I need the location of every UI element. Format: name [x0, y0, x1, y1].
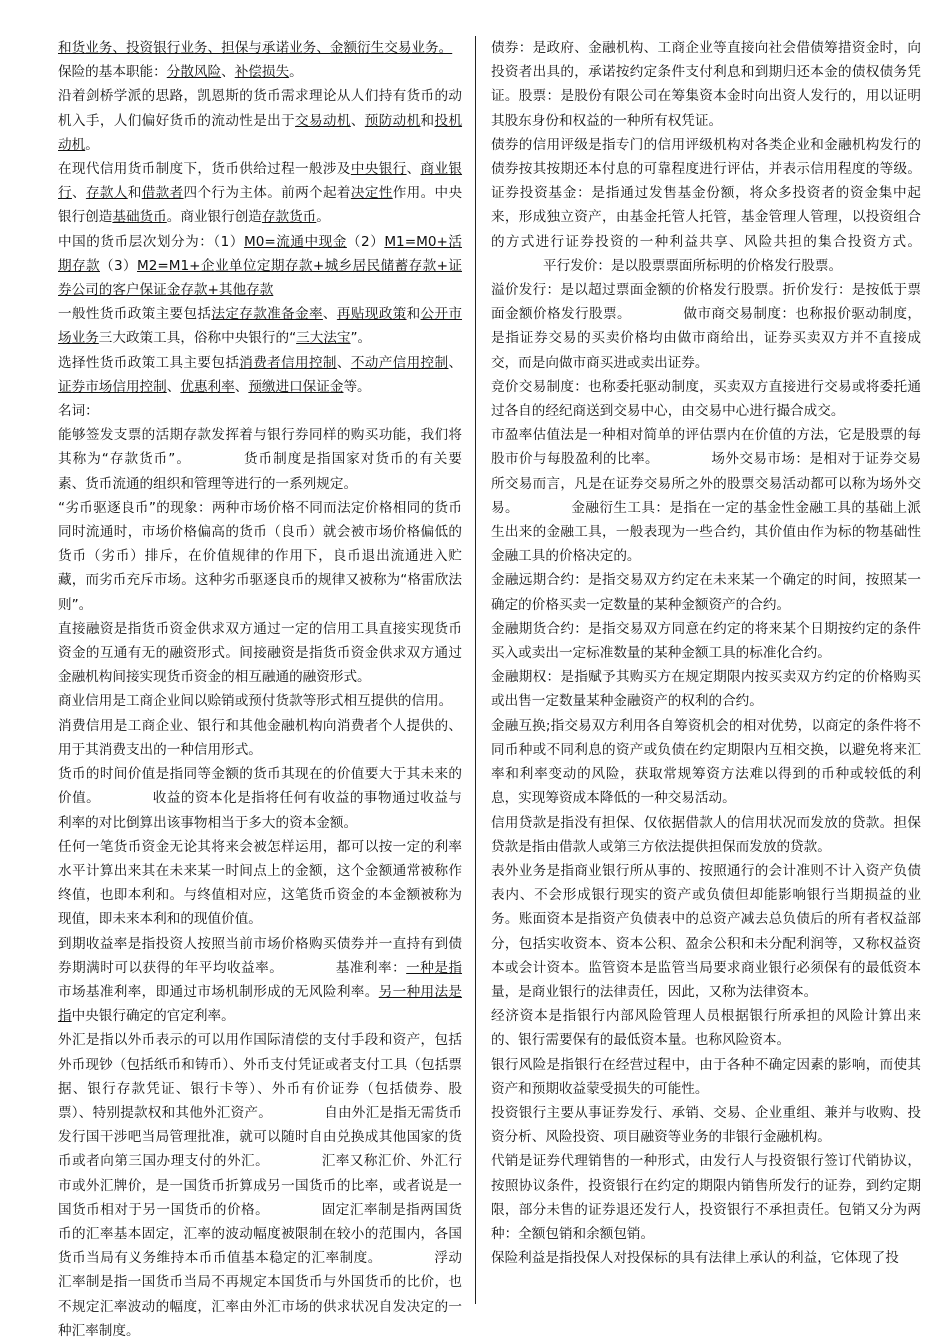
paragraph: [491, 1101, 921, 1149]
paragraph: [491, 665, 921, 713]
section-heading: [58, 399, 462, 423]
paragraph: [58, 617, 462, 690]
text: 四个行为主体。前两个起着: [183, 185, 351, 202]
paragraph: [58, 762, 462, 835]
text-underlined: 基础货币: [112, 209, 167, 226]
text: 做市商交易制度：也称报价驱动制度，是指证券交易的买卖价格均由做市商给出，证券买卖双方并不直接成交，而是向做市商买进或卖出证券。: [491, 306, 921, 371]
text-underlined: 存款货币: [261, 209, 317, 226]
text: 。: [85, 136, 99, 153]
text-underlined: 借款者: [141, 185, 184, 202]
text: 中国的货币层次划分为：（1）: [58, 233, 244, 250]
text-underlined: M2=M1+企业单位定期存款+城乡居民储蓄存款+证券公司的客户保证金存款+其他存款: [58, 257, 462, 299]
text: 外汇是指以外币表示的可以用作国际清偿的支付手段和资产，包括外币现钞（包括纸币和铸币）、外币支付凭证或者支付工具（包括票据、银行存款凭证、银行卡等）、外币有价证券（包括债券、股票）、特别提款权和其他外汇资产。: [58, 1032, 462, 1121]
text: （2）: [346, 233, 385, 250]
text: （3）: [99, 257, 138, 274]
text: 、: [448, 354, 463, 371]
text-underlined: 补偿损失: [234, 64, 290, 81]
paragraph: [491, 423, 921, 568]
paragraph: [58, 1028, 462, 1343]
text: 溢价发行：是以超过票面金额的价格发行股票。折价发行：是按低于票面金额价格发行股票。: [491, 282, 921, 323]
text-underlined: 三大法宝: [296, 330, 351, 347]
text: 名词：: [58, 403, 99, 420]
text-underlined: 再贴现政策: [336, 306, 407, 323]
text: 债券：是政府、金融机构、工商企业等直接向社会借债筹措资金时，向投资者出具的，承诺按约定条件支付利息和到期归还本金的债权债务凭证。股票：是股份有限公司在筹集资本金时向出资人发行的，用以证明其股东身份和权益的一种所有权凭证。: [491, 40, 921, 129]
text-underlined: 预缴进口保证金: [248, 378, 344, 395]
paragraph: [58, 36, 462, 60]
text: 金融衍生工具：是指在一定的基金性金融工具的基础上派生出来的金融工具，一般表现为一些合约，其价值由作为标的物基础性金融工具的价格决定的。: [491, 499, 921, 565]
paragraph: [58, 689, 462, 713]
text: 、: [406, 161, 421, 178]
text: 沿着剑桥学派的思路，凯恩斯的货币需求理论从人们持有货币的动机入手，人们偏好货币的流动性是出于: [58, 88, 462, 129]
text: 货币的时间价值是指同等金额的货币其现在的价值要大于其未来的价值。: [58, 766, 462, 807]
text: 场外交易市场：是相对于证券交易所交易而言，凡是在证券交易所之外的股票交易活动都可以称为场外交易。: [491, 451, 921, 516]
text: 。商业银行创造: [166, 209, 262, 226]
text: 代销是证券代理销售的一种形式，由发行人与投资银行签订代销协议，按照协议条件，投资银行在约定的期限内销售所发行的证券，到约定期限，部分未售的证券退还发行人，投资银行不承担责任。包销又分为两种：全额包销和余额包销。: [491, 1153, 921, 1242]
paragraph: [491, 568, 921, 616]
paragraph: [58, 230, 462, 303]
text-underlined: 分散风险: [166, 64, 222, 81]
text-underlined: 不动产信用控制: [350, 354, 449, 371]
text: 商业信用是工商企业间以赊销或预付货款等形式相互提供的信用。: [58, 693, 453, 710]
text: 金融远期合约：是指交易双方约定在未来某一个确定的时间，按照某一确定的价格买卖一定数量的某种金额资产的合约。: [491, 572, 921, 613]
text: 保险利益是指投保人对投保标的具有法律上承认的利益，它体现了投: [491, 1250, 899, 1267]
paragraph: [491, 811, 921, 859]
text-underlined: 一种是指: [406, 959, 463, 976]
text: 表外业务是指商业银行所从事的、按照通行的会计准则不计入资产负债表内、不会形成银行现实的资产或负债但却能影响银行当期损益的业务。账面资本是指资产负债表中的总资产减去总负债后的所有者权益部分，包括实收资本、资本公积、盈余公积和未分配利润等，又称权益资本或会计资本。监管资本是监管当局要求商业银行必须保有的最低资本量，是商业银行的法律责任，因此，又称为法律资本。: [491, 862, 921, 1000]
text: 经济资本是指银行内部风险管理人员根据银行所承担的风险计算出来的、银行需要保有的最低资本量。也称风险资本。: [491, 1008, 921, 1049]
text: “劣币驱逐良币”的现象：两种市场价格不同而法定价格相同的货币同时流通时，市场价格偏高的货币（良币）就会被市场价格偏低的货币（劣币）排斥，在价值规律的作用下，良币退出流通进入贮藏，而劣币充斥市场。这种劣币驱逐良币的规律又被称为“格雷欣法则”。: [58, 499, 462, 613]
text: 直接融资是指货币资金供求双方通过一定的信用工具直接实现货币资金的互通有无的融资形式。间接融资是指货币资金供求双方通过金融机构间接实现货币资金的相互融通的融资形式。: [58, 620, 462, 686]
text-underlined: 投机动机: [58, 112, 463, 153]
paragraph: [491, 1004, 921, 1052]
text: 投资银行主要从事证券发行、承销、交易、企业重组、兼并与收购、投资分析、风险投资、项目融资等业务的非银行金融机构。: [491, 1104, 921, 1146]
text: 、: [234, 378, 249, 395]
text: 银行风险是指银行在经营过程中，由于各种不确定因素的影响，而使其资产和预期收益蒙受损失的可能性。: [491, 1056, 921, 1097]
text: 平行发价：是以股票票面所标明的价格发行股票。: [543, 257, 843, 274]
text: 一般性货币政策主要包括: [58, 306, 212, 323]
text: 任何一笔货币资金无论其将来会被怎样运用，都可以按一定的利率水平计算出来其在未来某一时间点上的金额，这个金额通常被称作终值，也即本利和。与终值相对应，这笔货币资金的本金额被称为现值，即未来本利和的现值价值。: [58, 838, 462, 928]
text: 债券的信用评级是指专门的信用评级机构对各类企业和金融机构发行的债券按其按期还本付息的可靠程度进行评估，并表示信用程度的等级。证券投资基金：是指通过发售基金份额，将众多投资者的资金集中起来，形成独立资产，由基金托管人托管，基金管理人管理，以投资组合的方式进行证券投资的一种利益共享、风险共担的集合投资方式。: [491, 136, 921, 250]
paragraph: [58, 714, 462, 762]
paragraph: [491, 133, 921, 278]
text: 、: [322, 306, 337, 323]
text: 中央银行确定的官定利率。: [71, 1008, 235, 1025]
text: 在现代信用货币制度下，货币供给过程一般涉及: [58, 161, 351, 178]
text: 货币制度是指国家对货币的有关要素、货币流通的组织和管理等进行的一系列规定。: [58, 451, 462, 492]
text: 选择性货币政策工具主要包括: [58, 354, 240, 371]
text: 、: [166, 378, 181, 395]
paragraph: [58, 932, 462, 1029]
paragraph: [491, 1053, 921, 1101]
text: ”。: [350, 330, 372, 347]
text: 、: [221, 64, 235, 81]
paragraph: [491, 36, 921, 133]
paragraph: [491, 714, 921, 811]
column-divider: [475, 36, 476, 1304]
text: 金融期权：是指赋予其购买方在规定期限内按买卖双方约定的价格购买或出售一定数量某种金融资产的权利的合约。: [491, 669, 921, 710]
text-underlined: 预防动机: [364, 112, 421, 129]
text-underlined: 证券市场信用控制: [58, 378, 167, 395]
text: 竞价交易制度：也称委托驱动制度，买卖双方直接进行交易或将委托通过各自的经纪商送到交易中心，由交易中心进行撮合成交。: [491, 378, 921, 420]
paragraph: [58, 351, 462, 399]
text: 、: [336, 354, 351, 371]
text: 金融期货合约：是指交易双方同意在约定的将来某个日期按约定的条件买入或卖出一定标准数量的某种金额工具的标准化合约。: [491, 620, 921, 662]
paragraph: [491, 617, 921, 665]
text-underlined: 交易动机: [295, 112, 351, 129]
text-underlined: 优惠利率: [180, 378, 235, 395]
text: 固定汇率制是指两国货币的汇率基本固定，汇率的波动幅度被限制在较小的范围内，各国货币当局有义务维持本币币值基本稳定的汇率制度。: [58, 1201, 463, 1267]
text-underlined: 和货业务、投资银行业务、担保与承诺业务、金额衍生交易业务。: [58, 40, 453, 56]
text: 浮动汇率制是指一国货币当局不再规定本国货币与外国货币的比价，也不规定汇率波动的幅度，汇率由外汇市场的供求状况自发决定的一种汇率制度。: [58, 1250, 463, 1339]
left-column: [58, 36, 462, 1343]
paragraph: [491, 1149, 921, 1246]
text: 信用贷款是指没有担保、仅依据借款人的信用状况而发放的贷款。担保贷款是指由借款人或第三方依法提供担保而发放的贷款。: [491, 814, 921, 855]
text: 、: [350, 112, 365, 129]
text: 市场基准利率，即通过市场机制形成的无风险利率。: [58, 983, 379, 1000]
paragraph: [58, 84, 462, 157]
text: 等。: [343, 378, 371, 395]
paragraph: [58, 302, 462, 350]
text: 能够签发支票的活期存款发挥着与银行券同样的购买功能，我们将其称为“存款货币”。: [58, 427, 462, 468]
text: 、: [71, 185, 86, 202]
text-underlined: 中央银行: [350, 161, 407, 178]
text-underlined: 消费者信用控制: [239, 354, 337, 371]
paragraph: [58, 496, 462, 617]
text-underlined: M0=流通中现金: [243, 233, 347, 250]
text: 汇率又称汇价、外汇行市或外汇牌价，是一国货币折算成另一国货币的比率，或者说是一国货币相对于另一国货币的价格。: [58, 1153, 463, 1218]
text: 作用。中央银行创造: [58, 185, 463, 226]
text-underlined: 商业银行: [58, 161, 463, 202]
text-underlined: 法定存款准备金率: [211, 306, 323, 323]
text-underlined: 另一种用法是指: [58, 983, 463, 1025]
paragraph: [491, 375, 921, 423]
text: 。: [316, 209, 330, 226]
paragraph: [58, 157, 462, 230]
paragraph: [491, 278, 921, 375]
text: 市盈率估值法是一种相对简单的评估票内在价值的方法，它是股票的每股市价与每股盈利的比率。: [491, 427, 921, 468]
text: 和: [406, 306, 421, 323]
paragraph: [58, 60, 462, 84]
paragraph: [58, 423, 462, 496]
text: 和: [420, 112, 435, 129]
text: 到期收益率是指投资人按照当前市场价格购买债券并一直持有到债券期满时可以获得的年平均收益率。: [58, 935, 462, 976]
text: 三大政策工具，俗称中央银行的“: [98, 330, 297, 347]
right-column: [491, 36, 921, 1270]
text: 金融互换;指交易双方利用各自筹资机会的相对优势，以商定的条件将不同币种或不同利息的资产或负债在约定期限内互相交换，以避免将来汇率和利率变动的风险，获取常规筹资方法难以得到的币种或较低的利息，实现筹资成本降低的一种交易活动。: [491, 717, 921, 807]
text: 和: [127, 185, 142, 202]
paragraph: [491, 1246, 921, 1270]
text: 收益的资本化是指将任何有收益的事物通过收益与利率的对比倒算出该事物相当于多大的资本金额。: [58, 790, 463, 831]
paragraph: [58, 835, 462, 932]
text: 消费信用是工商企业、银行和其他金融机构向消费者个人提供的、用于其消费支出的一种信用形式。: [58, 717, 462, 758]
text-underlined: M1=M0+活期存款: [58, 233, 462, 274]
text: 保险的基本职能：: [58, 64, 167, 81]
text-underlined: 决定性: [350, 185, 393, 202]
paragraph: [491, 859, 921, 1004]
text: 自由外汇是指无需货币发行国干涉吧当局管理批准，就可以随时自由兑换成其他国家的货币或者向第三国办理支付的外汇。: [58, 1104, 462, 1170]
text-underlined: 存款人: [85, 185, 128, 202]
text: 。: [289, 64, 303, 81]
text-underlined: 公开市场业务: [58, 306, 463, 347]
text: 基准利率：: [335, 959, 407, 976]
